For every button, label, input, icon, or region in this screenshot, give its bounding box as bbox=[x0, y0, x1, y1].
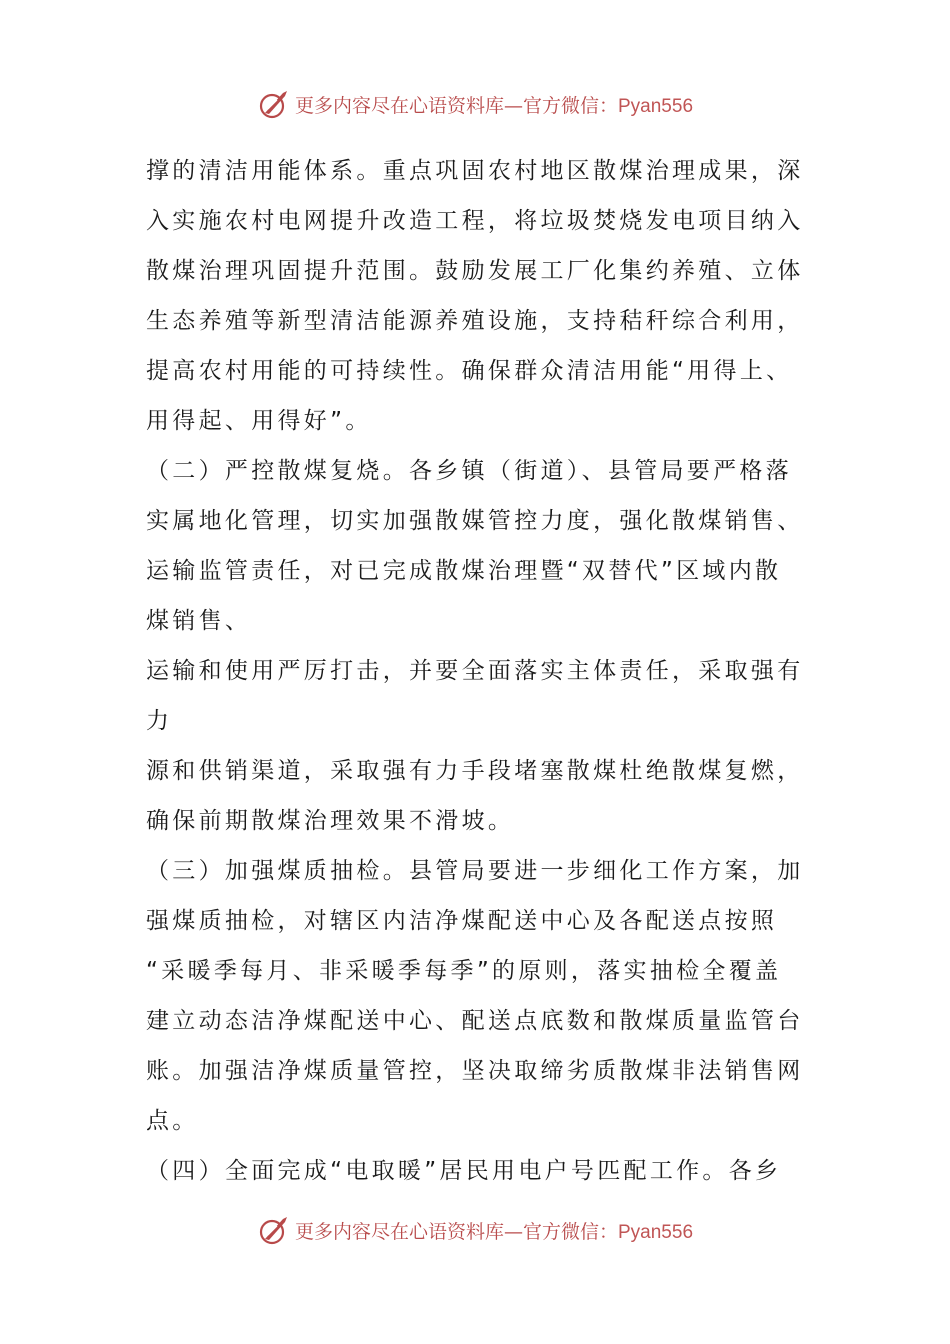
body-line: 入实施农村电网提升改造工程，将垃圾焚烧发电项目纳入 bbox=[146, 208, 804, 234]
body-line: 用得起、用得好”。 bbox=[146, 408, 372, 434]
quill-pen-icon bbox=[257, 87, 291, 121]
document-body bbox=[146, 146, 808, 1196]
quill-pen-icon bbox=[257, 1213, 291, 1247]
body-line: 源和供销渠道，采取强有力手段堵塞散煤杜绝散煤复燃， bbox=[146, 758, 804, 784]
body-line: 实属地化管理，切实加强散媒管控力度，强化散煤销售、 bbox=[146, 508, 804, 534]
footer-banner bbox=[0, 1210, 950, 1250]
body-line: 煤销售、 bbox=[146, 608, 252, 634]
body-line: “采暖季每月、非采暖季每季”的原则，落实抽检全覆盖 bbox=[146, 958, 782, 984]
banner-text: 更多内容尽在心语资料库—官方微信：Pyan556 bbox=[294, 1220, 694, 1243]
body-line: 确保前期散煤治理效果不滑坡。 bbox=[146, 808, 515, 834]
section-heading-2: （二）严控散煤复烧。各乡镇（街道）、县管局要严格落 bbox=[146, 458, 792, 484]
body-line: 力 bbox=[146, 708, 173, 734]
body-line: 运输监管责任，对已完成散煤治理暨“双替代”区域内散 bbox=[146, 558, 782, 584]
section-heading-4: （四）全面完成“电取暖”居民用电户号匹配工作。各乡 bbox=[146, 1158, 782, 1184]
body-line: 散煤治理巩固提升范围。鼓励发展工厂化集约养殖、立体 bbox=[146, 258, 804, 284]
header-banner bbox=[0, 84, 950, 124]
body-line: 提高农村用能的可持续性。确保群众清洁用能“用得上、 bbox=[146, 358, 793, 384]
section-heading-3: （三）加强煤质抽检。县管局要进一步细化工作方案，加 bbox=[146, 858, 804, 884]
body-line: 账。加强洁净煤质量管控，坚决取缔劣质散煤非法销售网 bbox=[146, 1058, 804, 1084]
body-line: 建立动态洁净煤配送中心、配送点底数和散煤质量监管台 bbox=[146, 1008, 804, 1034]
body-line: 运输和使用严厉打击，并要全面落实主体责任，采取强有 bbox=[146, 658, 804, 684]
banner-text: 更多内容尽在心语资料库—官方微信：Pyan556 bbox=[294, 94, 694, 117]
body-line: 生态养殖等新型清洁能源养殖设施，支持秸秆综合利用， bbox=[146, 308, 804, 334]
body-line: 强煤质抽检，对辖区内洁净煤配送中心及各配送点按照 bbox=[146, 908, 778, 934]
body-line: 点。 bbox=[146, 1108, 199, 1134]
body-line: 撑的清洁用能体系。重点巩固农村地区散煤治理成果，深 bbox=[146, 158, 804, 184]
wechat-id: Pyan556 bbox=[618, 95, 694, 117]
wechat-id: Pyan556 bbox=[618, 1221, 694, 1243]
